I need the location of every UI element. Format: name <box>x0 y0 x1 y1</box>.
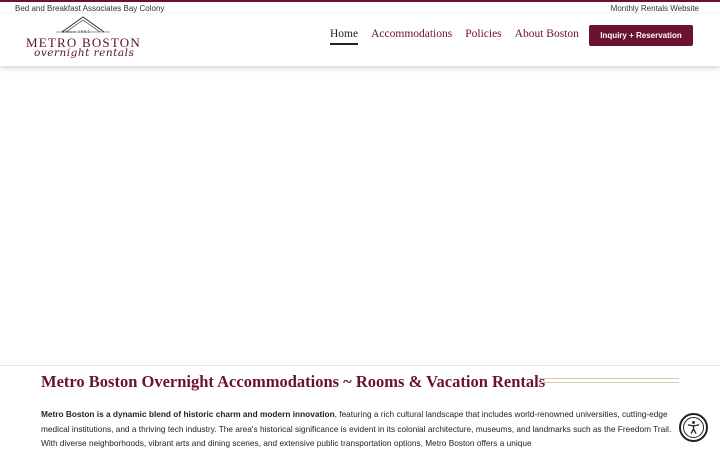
inquiry-reservation-button[interactable]: Inquiry + Reservation <box>589 25 693 46</box>
decorative-rule <box>539 378 679 383</box>
section-title: Metro Boston Overnight Accommodations ~ Rooms & Vacation Rentals <box>41 372 546 391</box>
site-logo[interactable] <box>26 16 146 64</box>
top-utility-bar <box>0 0 720 14</box>
logo-tagline: overnight rentals <box>34 47 135 59</box>
nav-about-boston[interactable]: About Boston <box>514 28 579 40</box>
site-header <box>0 14 720 66</box>
accessibility-button[interactable] <box>679 413 708 442</box>
accessibility-icon <box>683 417 704 438</box>
logo-since: Since 1981 <box>62 29 91 34</box>
bed-and-breakfast-link[interactable]: Bed and Breakfast Associates Bay Colony <box>15 3 165 13</box>
intro-bold-text: Metro Boston is a dynamic blend of historic charm and modern innovation <box>41 409 335 419</box>
monthly-rentals-link[interactable]: Monthly Rentals Website <box>610 3 699 13</box>
hero-banner <box>0 66 720 366</box>
nav-policies[interactable]: Policies <box>465 28 502 40</box>
nav-home[interactable]: Home <box>330 28 358 44</box>
nav-accommodations[interactable]: Accommodations <box>371 28 453 40</box>
logo-name: METRO BOSTON <box>26 35 141 50</box>
intro-paragraph <box>41 407 681 450</box>
main-nav <box>330 28 592 44</box>
intro-text: , featuring a rich cultural landscape that includes world-renowned universities, cutting-edge medical institutions, and a thriving tech industry. The area's historical significance is evident in its colonial architecture, museums, and landmarks such as the Freedom Trail. With diverse neighborhoods, vibrant arts and dining scenes, and extensive public transportation options, Metro Boston offers a unique <box>41 409 672 448</box>
